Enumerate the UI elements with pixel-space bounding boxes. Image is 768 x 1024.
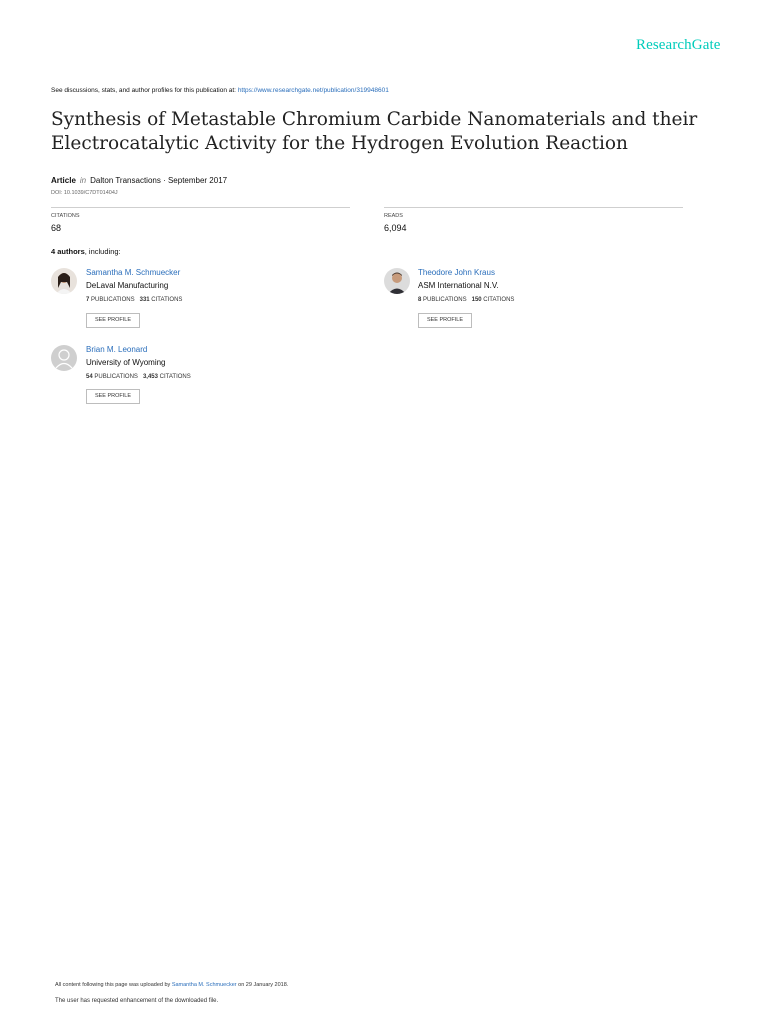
publication-title	[51, 108, 698, 156]
authors-count: 4 authors	[51, 247, 85, 256]
see-profile-button-2[interactable]: SEE PROFILE	[418, 313, 472, 328]
author-avatar-1[interactable]	[51, 268, 77, 294]
reads-label: READS	[384, 213, 403, 219]
author-stats-3	[86, 374, 191, 380]
author-cites-count: 3,453	[142, 374, 158, 380]
author-cites-label: CITATIONS	[159, 374, 191, 380]
author-cites-count: 150	[471, 297, 482, 303]
author-cites-label: CITATIONS	[483, 297, 515, 303]
upload-suffix: on 29 January 2018.	[238, 982, 289, 988]
author-pubs-count: 8	[418, 297, 422, 303]
authors-heading	[51, 247, 121, 256]
author-institution-1[interactable]: DeLaval Manufacturing	[86, 281, 169, 290]
author-cites-label: CITATIONS	[151, 297, 183, 303]
author-pubs-count: 7	[86, 297, 90, 303]
article-type: Article	[51, 176, 76, 185]
reads-divider	[384, 207, 683, 208]
see-profile-button-1[interactable]: SEE PROFILE	[86, 313, 140, 328]
author-institution-3[interactable]: University of Wyoming	[86, 358, 166, 367]
researchgate-logo[interactable]: ResearchGate	[636, 37, 721, 53]
author-photo-icon	[51, 268, 77, 294]
author-stats-1	[86, 297, 182, 303]
discussions-line	[51, 87, 389, 94]
upload-notice	[55, 982, 288, 988]
authors-suffix: , including:	[84, 247, 121, 256]
uploader-link[interactable]: Samantha M. Schmuecker	[171, 982, 237, 988]
title-line-2: Electrocatalytic Activity for the Hydrogen Evolution Reaction	[51, 133, 628, 154]
default-user-icon	[51, 345, 77, 371]
author-pubs-count: 54	[86, 374, 93, 380]
author-institution-2[interactable]: ASM International N.V.	[418, 281, 499, 290]
author-pubs-label: PUBLICATIONS	[91, 297, 135, 303]
author-name-3[interactable]: Brian M. Leonard	[86, 345, 148, 354]
in-word: in	[79, 176, 87, 185]
author-name-2[interactable]: Theodore John Kraus	[418, 268, 495, 277]
publication-link[interactable]: https://www.researchgate.net/publication/319948601	[237, 87, 389, 94]
publication-meta	[51, 176, 227, 185]
enhancement-note: The user has requested enhancement of the downloaded file.	[55, 998, 219, 1004]
citations-divider	[51, 207, 350, 208]
author-name-1[interactable]: Samantha M. Schmuecker	[86, 268, 181, 277]
reads-value: 6,094	[384, 223, 407, 233]
author-stats-2	[418, 297, 514, 303]
author-pubs-label: PUBLICATIONS	[423, 297, 467, 303]
see-profile-button-3[interactable]: SEE PROFILE	[86, 389, 140, 404]
author-avatar-2[interactable]	[384, 268, 410, 294]
doi: DOI: 10.1039/C7DT01404J	[51, 190, 118, 196]
citations-label: CITATIONS	[51, 213, 80, 219]
discussions-text: See discussions, stats, and author profiles for this publication at:	[51, 87, 236, 94]
author-photo-icon	[384, 268, 410, 294]
author-cites-count: 331	[139, 297, 150, 303]
title-line-1: Synthesis of Metastable Chromium Carbide Nanomaterials and their	[51, 109, 698, 130]
author-pubs-label: PUBLICATIONS	[94, 374, 138, 380]
citations-value: 68	[51, 223, 62, 233]
author-avatar-3[interactable]	[51, 345, 77, 371]
journal-date: Dalton Transactions · September 2017	[90, 176, 228, 185]
upload-prefix: All content following this page was uploaded by	[55, 982, 171, 988]
